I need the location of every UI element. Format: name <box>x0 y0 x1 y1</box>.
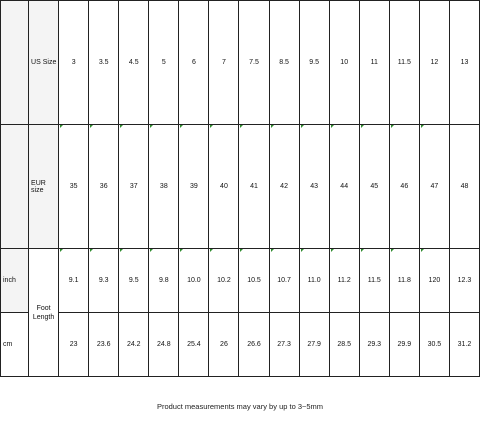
inch-value: 11.0 <box>307 277 321 284</box>
cm-cell: 26.6 <box>239 313 269 377</box>
us-size-cell: 11.5 <box>389 1 419 125</box>
inch-cell <box>59 249 89 313</box>
eur-size-value: 35 <box>69 183 78 190</box>
comment-marker-icon <box>90 125 93 128</box>
empty-side-cell <box>1 125 29 249</box>
eur-size-cell <box>449 125 479 249</box>
cm-cell: 23 <box>59 313 89 377</box>
inch-value: 10.2 <box>217 277 231 284</box>
inch-value: 9.5 <box>128 277 139 284</box>
inch-cell <box>449 249 479 313</box>
comment-marker-icon <box>60 249 63 252</box>
eur-size-cell <box>389 125 419 249</box>
us-size-row <box>1 1 480 125</box>
comment-marker-icon <box>60 125 63 128</box>
comment-marker-icon <box>210 249 213 252</box>
eur-size-value: 37 <box>129 183 138 190</box>
us-size-cell: 7 <box>209 1 239 125</box>
eur-size-value: 39 <box>189 183 198 190</box>
comment-marker-icon <box>391 249 394 252</box>
eur-size-cell <box>299 125 329 249</box>
eur-size-cell <box>329 125 359 249</box>
measurement-note: Product measurements may vary by up to 3~5mm <box>156 402 324 411</box>
eur-size-cell <box>359 125 389 249</box>
us-size-cell: 11 <box>359 1 389 125</box>
foot-length-line-2: Length <box>32 313 55 321</box>
inch-value: 9.8 <box>158 277 169 284</box>
inch-cell <box>239 249 269 313</box>
inch-value: 11.8 <box>397 277 411 284</box>
inch-cell <box>269 249 299 313</box>
eur-size-value: 38 <box>159 183 168 190</box>
comment-marker-icon <box>331 249 334 252</box>
comment-marker-icon <box>210 125 213 128</box>
comment-marker-icon <box>391 125 394 128</box>
inch-value: 10.7 <box>277 277 291 284</box>
cm-cell: 28.5 <box>329 313 359 377</box>
inch-value: 10.5 <box>247 277 261 284</box>
inch-value: 9.3 <box>98 277 109 284</box>
row-label-inch: inch <box>1 249 29 313</box>
row-label-us-size: US Size <box>29 1 59 125</box>
foot-length-line-1: Foot <box>36 304 51 312</box>
us-size-cell: 3.5 <box>89 1 119 125</box>
cm-row <box>1 313 480 377</box>
us-size-cell: 12 <box>419 1 449 125</box>
us-size-cell: 9.5 <box>299 1 329 125</box>
comment-marker-icon <box>240 125 243 128</box>
comment-marker-icon <box>90 249 93 252</box>
cm-cell: 31.2 <box>449 313 479 377</box>
eur-size-cell <box>239 125 269 249</box>
eur-size-cell <box>269 125 299 249</box>
us-size-cell: 13 <box>449 1 479 125</box>
eur-size-cell <box>209 125 239 249</box>
inch-cell <box>329 249 359 313</box>
eur-size-value: 44 <box>340 183 349 190</box>
comment-marker-icon <box>301 125 304 128</box>
eur-size-cell <box>89 125 119 249</box>
foot-length-group-label <box>29 249 59 377</box>
comment-marker-icon <box>361 249 364 252</box>
eur-size-value: 40 <box>220 183 228 190</box>
cm-cell: 23.6 <box>89 313 119 377</box>
comment-marker-icon <box>150 125 153 128</box>
comment-marker-icon <box>331 125 334 128</box>
inch-cell <box>89 249 119 313</box>
eur-size-cell <box>149 125 179 249</box>
eur-size-value: 48 <box>460 183 469 190</box>
eur-size-cell <box>419 125 449 249</box>
eur-size-cell <box>179 125 209 249</box>
eur-size-value: 46 <box>400 183 409 190</box>
cm-cell: 24.2 <box>119 313 149 377</box>
cm-cell: 27.9 <box>299 313 329 377</box>
comment-marker-icon <box>150 249 153 252</box>
inch-value: 9.1 <box>68 277 79 284</box>
us-size-cell: 7.5 <box>239 1 269 125</box>
comment-marker-icon <box>421 125 424 128</box>
eur-size-row <box>1 125 480 249</box>
cm-cell: 27.3 <box>269 313 299 377</box>
cm-cell: 29.9 <box>389 313 419 377</box>
us-size-cell: 10 <box>329 1 359 125</box>
inch-cell <box>149 249 179 313</box>
eur-size-value: 43 <box>310 183 319 190</box>
eur-size-value: 45 <box>370 183 379 190</box>
inch-cell <box>419 249 449 313</box>
us-size-cell: 8.5 <box>269 1 299 125</box>
inch-cell <box>389 249 419 313</box>
us-size-cell: 6 <box>179 1 209 125</box>
inch-cell <box>299 249 329 313</box>
comment-marker-icon <box>240 249 243 252</box>
eur-size-value: 41 <box>250 183 258 190</box>
comment-marker-icon <box>301 249 304 252</box>
inch-value: 11.5 <box>367 277 381 284</box>
comment-marker-icon <box>120 125 123 128</box>
empty-side-cell <box>1 1 29 125</box>
eur-size-value: 47 <box>430 183 439 190</box>
inch-cell <box>359 249 389 313</box>
comment-marker-icon <box>271 249 274 252</box>
comment-marker-icon <box>180 249 183 252</box>
inch-value: 10.0 <box>187 277 201 284</box>
comment-marker-icon <box>361 125 364 128</box>
inch-value: 11.2 <box>337 277 351 284</box>
inch-cell <box>179 249 209 313</box>
inch-cell <box>209 249 239 313</box>
inch-cell <box>119 249 149 313</box>
comment-marker-icon <box>180 125 183 128</box>
us-size-cell: 4.5 <box>119 1 149 125</box>
cm-cell: 30.5 <box>419 313 449 377</box>
comment-marker-icon <box>421 249 424 252</box>
cm-cell: 26 <box>209 313 239 377</box>
row-label-cm: cm <box>1 313 29 377</box>
cm-cell: 25.4 <box>179 313 209 377</box>
eur-size-cell <box>119 125 149 249</box>
eur-size-value: 36 <box>99 183 108 190</box>
inch-value: 120 <box>428 277 441 284</box>
eur-size-cell <box>59 125 89 249</box>
inch-row <box>1 249 480 313</box>
comment-marker-icon <box>271 125 274 128</box>
us-size-cell: 5 <box>149 1 179 125</box>
cm-cell: 29.3 <box>359 313 389 377</box>
row-label-eur-size: EUR size <box>29 125 59 249</box>
comment-marker-icon <box>120 249 123 252</box>
inch-value: 12.3 <box>457 277 472 284</box>
cm-cell: 24.8 <box>149 313 179 377</box>
us-size-cell: 3 <box>59 1 89 125</box>
eur-size-value: 42 <box>280 183 288 190</box>
